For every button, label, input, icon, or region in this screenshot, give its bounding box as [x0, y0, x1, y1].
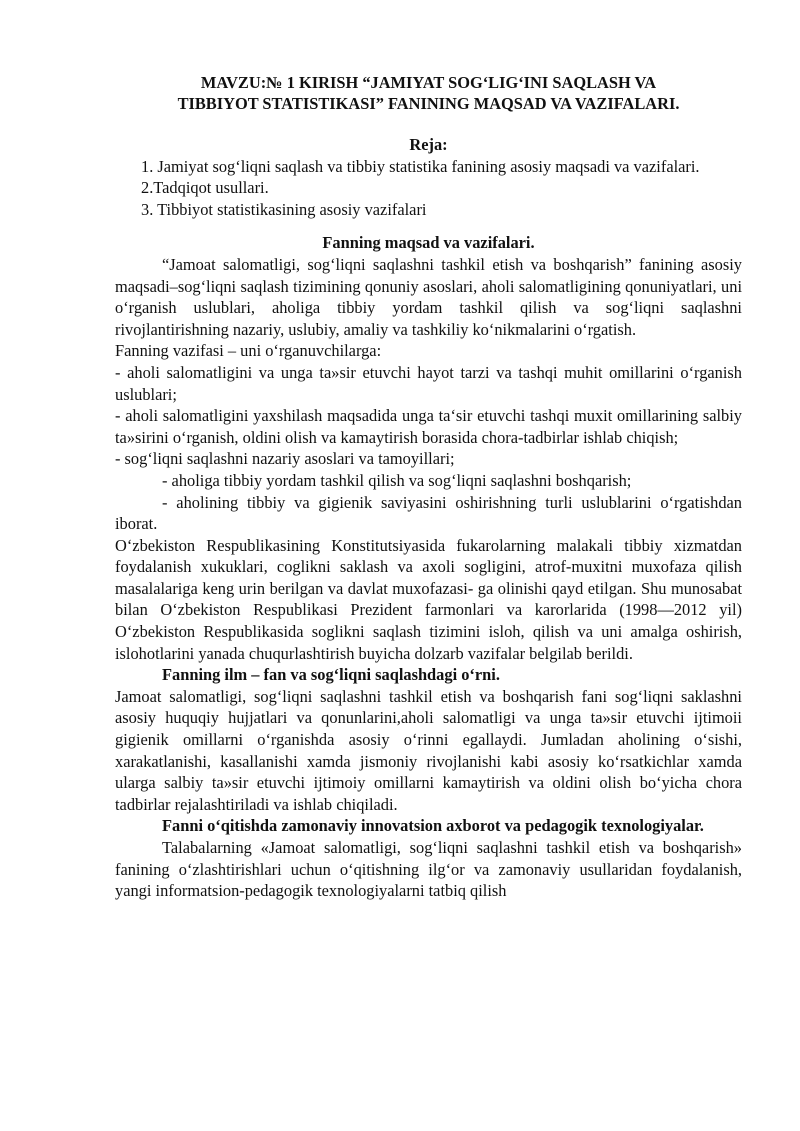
- document-page: [115, 72, 742, 902]
- section-heading-role: Fanning ilm – fan va sog‘liqni saqlashdagi o‘rni.: [162, 665, 500, 685]
- aims-intro-paragraph: “Jamoat salomatligi, sog‘liqni saqlashni tashkil etish va boshqarish” fanining asosiy maqsadi–sog‘liqni saqlash tizimining qonuniy asoslari, aholi salomatligining qonuniyatlari, uni o‘rganish uslublari, aholiga tibbiy yordam tashkil qilish va sog‘liqni saqlashni rivojlantirishning nazariy, uslubiy, amaliy va tashkiliy ko‘nikmalarini o‘rgatish.: [115, 254, 742, 339]
- plan-item-2: 2.Tadqiqot usullari.: [141, 178, 269, 198]
- task-item-4: - aholiga tibbiy yordam tashkil qilish va sog‘liqni saqlashni boshqarish;: [162, 470, 632, 490]
- title-line-2: TIBBIYOT STATISTIKASI” FANINING MAQSAD VA VAZIFALARI.: [177, 94, 680, 113]
- technologies-paragraph: Talabalarning «Jamoat salomatligi, sog‘liqni saqlashni tashkil etish va boshqarish» fanining o‘zlashtirishlari uchun o‘qitishning ilg‘or va zamonaviy usullaridan foydalanish, yangi informatsion-pedagogik texnologiyalarni tatbiq qilish: [115, 838, 742, 901]
- constitution-paragraph: O‘zbekiston Respublikasining Konstitutsiyasida fukarolarning malakali tibbiy xizmatdan foydalanish xukuklari, coglikni saklash va axoli sogligini, atrof-muxitni muxofaza qilish masalalariga keng urin berilgan va davlat muxofazasi- ga olinishi qayd etilgan. Shu munosabat bilan O‘zbekiston Respublikasi Prezident farmonlari va karorlarida (1998—2012 yil) O‘zbekiston Respublikasida soglikni saqlash tizimini isloh, qilish va uni amalga oshirish, islohotlarini yanada chuqurlashtirish buyicha dolzarb vazifalar belgilab berildi.: [115, 535, 742, 663]
- plan-item-3: 3. Tibbiyot statistikasining asosiy vazifalari: [141, 199, 427, 219]
- task-item-3: - sog‘liqni saqlashni nazariy asoslari va tamoyillari;: [115, 449, 455, 469]
- section-heading-technologies: Fanni o‘qitishda zamonaviy innovatsion axborot va pedagogik texnologiyalar.: [162, 816, 704, 836]
- task-item-2: - aholi salomatligini yaxshilash maqsadida unga ta‘sir etuvchi tashqi muxit omillarining salbiy ta»sirini o‘rganish, oldini olish va kamaytirish borasida chora-tadbirlar ishlab chiqish;: [115, 406, 742, 447]
- task-item-1: - aholi salomatligini va unga ta»sir etuvchi hayot tarzi va tashqi muhit omillarini o‘rganish uslublari;: [115, 362, 742, 404]
- task-item-5: - aholining tibbiy va gigienik saviyasini oshirishning turli uslublarini o‘rgatishdan iborat.: [115, 492, 742, 534]
- plan-item-1: 1. Jamiyat sog‘liqni saqlash va tibbiy statistika fanining asosiy maqsadi va vazifalari.: [141, 156, 700, 176]
- title-line-1: MAVZU:№ 1 KIRISH “JAMIYAT SOG‘LIG‘INI SAQLASH VA: [200, 73, 657, 92]
- tasks-lead: Fanning vazifasi – uni o‘rganuvchilarga:: [115, 341, 382, 361]
- role-paragraph: Jamoat salomatligi, sog‘liqni saqlashni tashkil etish va boshqarish fani sog‘liqni saklashni asosiy huquqiy hujjatlari va qonunlarini,aholi salomatligi va unga ta»sir etuvchi ijtimoii gigienik omillarni o‘rganishda asosiy o‘rinni egallaydi. Jumladan aholining o‘sishi, xarakatlanishi, kasallanishi xamda jismoniy rivojlanishi kabi asosiy ko‘rsatkichlar xamda ularga salbiy ta»sir etuvchi ijtimoiy omillarni kamaytirish va oldini olish bo‘yicha chora tadbirlar rejalashtiriladi va ishlab chiqiladi.: [115, 686, 742, 814]
- section-heading-aims: Fanning maqsad va vazifalari.: [322, 233, 535, 253]
- document-title: [115, 72, 742, 114]
- plan-heading: Reja:: [409, 135, 448, 154]
